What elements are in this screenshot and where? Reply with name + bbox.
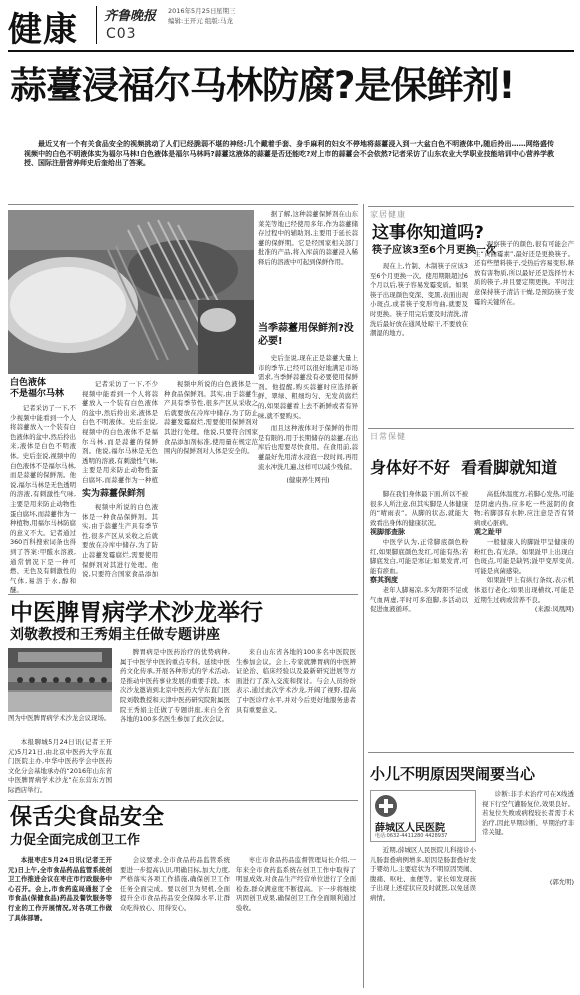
page-number: C03 xyxy=(106,26,137,42)
salon-col2-text: 脾胃病是中医药治疗的优势病种,属于中医学中医的重点专科。延续中医药文化传承,开展各种形式的学术活动,是推动中医药事业发展的重要手段。本次沙龙邀请到北京中医药大学东直门医院刘敬教授和天津中医药研究院附属医院王秀娟主任做了专题讲座,来自全省各地的100多名医生参加了此次会议。 xyxy=(120,648,230,724)
lead-headline: 蒜薹浸福尔马林防腐?是保鲜剂! xyxy=(10,64,515,107)
r1-col2-text: 观察筷子的颜色,很有可能会产生“黄曲霉素”,最好还是更换筷子。还有些塑料筷子,受热后容易变形,释放有害物质,所以最好还是选择竹木质的筷子,并且要定期更换。平时注意保持筷子清洁干燥,是预防筷子发霉的关键所在。 xyxy=(474,240,574,306)
food-col1-text: 本报枣庄5月24日讯(记者王开元)日上午,全市食品药品监管系统创卫工作推进会议在枣庄市行政服务中心召开。会上,市食药监局通报了全市食品(保健食品)药品及餐饮服务等行业的工作开展情况,对各项工作做了具体部署。 xyxy=(8,856,112,922)
food-column-3 xyxy=(236,856,356,988)
issue-date: 2016年5月25日 xyxy=(168,7,217,15)
garlic-scape-photo xyxy=(8,210,254,374)
newspaper-logo: 齐鲁晚报 xyxy=(104,9,157,24)
caption-line-1: 白色液体 xyxy=(10,378,47,388)
lead-deck: 最近又有一个有关食品安全的视频挑动了人们已经脆弱不堪的神经:几个戴着手套、身手麻利的妇女不停地将蒜薹浸入到一大盆白色不明液体中,随后拎出……网络盛传视频中的白色不明液体实为福尔马林!白色液体是福尔马林吗?蒜薹这液体的蒜薹是否还能吃?对上市的蒜薹会不会依然?记者采访了山东农业大学职业技能培训中心营养学教授、国际注册营养师史后奎给出了答案。 xyxy=(24,140,554,167)
salon-top-rule xyxy=(8,594,358,595)
food-column-2 xyxy=(120,856,230,988)
r2-col2-subhead-1: 观之趾甲 xyxy=(474,528,502,537)
lead-col2-text-a: 记者采访了一下,不少视频中能看到一个人将蒜薹放入一个装有白色液体的盆中,然后拎出来,液体是白色不明液体。史后奎说,视频中的白色液体不是福尔马林,而是蒜薹的保鲜剂。他说,福尔马林是无色透明的溶液,有刺激性气味,主要是用来防止动物性蛋白腐坏,而蒜薹作为一种植 xyxy=(82,380,158,484)
lead-col1-text: 记者采访了一下,不少视频中能看到一个人将蒜薹放入一个装有白色液体的盆中,然后拎出来,液体是白色不明液体。史后奎说,视频中的白色液体不是福尔马林,而是蒜薹的保鲜剂。他说,福尔马林是无色透明的溶液,有刺激性气味,主要是用来防止动物性蛋白腐坏,而蒜薹作为一种植物,用福尔马林防腐的意义不大。记者通过360百科搜索词条也得到了答案:甲醛水溶液,通常情况下是一种可燃、无色及有刺激性的气体,易溶于水,醇和醚。 xyxy=(10,404,76,595)
r3-column-1 xyxy=(370,846,476,988)
r2-headline: 身体好不好 看看脚就知道 xyxy=(370,458,558,477)
issue-weekday: 星期三 xyxy=(216,7,236,15)
r1-col1-text: 现在上,竹制、木制筷子应该3至6个月更换一次。使用期限超过6个月以后,筷子容易发霉变质。如果筷子出现颜色变深、变黑,表面出现小斑点,或者筷子变形弯曲,就要及时更换。筷子用完后要及时清洗,清洗后最好放在通风处晾干,不要放在潮湿的地方。 xyxy=(370,262,468,338)
food-col2-text: 会议要求,全市食品药品监管系统要进一步提高认识,明确目标,加大力度,严格落实各项工作措施,确保创卫工作任务全面完成。要以创卫为契机,全面提升全市食品药品安全保障水平,让群众吃得放心、用得安心。 xyxy=(120,856,230,912)
r2-column-2 xyxy=(474,490,574,734)
salon-col3-text: 来自山东省各地的100多名中医院医生参加会议。会上,专家就脾胃病的中医辨证论治、临床经验以及最新研究进展等方面进行了深入交流和探讨。与会人员纷纷表示,通过此次学术沙龙,开阔了视野,提高了中医诊疗水平,并对今后更好地服务患者具有重要意义。 xyxy=(236,648,356,714)
lead-column-4b xyxy=(258,354,358,590)
section-title: 健康 xyxy=(8,10,78,50)
masthead-divider xyxy=(96,6,97,44)
lead-photo xyxy=(8,210,254,374)
r2-col2-p2: 一般健康人的脚趾甲呈健康的粉红色,有光泽。如果趾甲上出现白色斑点,可能是缺钙;趾甲变厚变黄,可能是真菌感染。 xyxy=(474,537,574,575)
food-column-1 xyxy=(8,856,112,988)
r3-byline: (郭允明) xyxy=(549,877,574,886)
r2-col1-p2: 中医学认为,正常脚底颜色粉红,如果脚底颜色发红,可能有热;若脚底发白,可能是寒证;如果发青,可能有瘀血。 xyxy=(370,537,468,575)
hospital-logo-icon xyxy=(375,795,397,817)
hospital-name: 薛城区人民医院 xyxy=(375,823,445,834)
r2-column-1 xyxy=(370,490,468,734)
r3-ad-box xyxy=(370,790,476,842)
r1-subheadline: 筷子应该3至6个月更换一次 xyxy=(372,245,496,256)
r1-top-rule xyxy=(368,206,574,207)
r1-section-label: 家居健康 xyxy=(370,210,406,219)
caption-line-2: 不是福尔马林 xyxy=(10,389,65,399)
lead-top-rule xyxy=(8,204,358,205)
lead-column-2 xyxy=(82,380,158,580)
lead-col4-top-text: 据了解,这种蒜薹保鲜剂在山东莱芜等地已经使用多年,作为蒜薹储存过程中的辅助剂,主要用于延长蒜薹的保鲜期。它是经国家相关部门批准的产品,将入库前的蒜薹浸入稀释后的溶液中可起到保鲜作用。 xyxy=(258,210,358,266)
hospital-phone: 电话:0632-4411280 4428937 xyxy=(375,833,448,839)
lead-col4-mid-text: 史后奎说,现在正是蒜薹大量上市的季节,已经可以很好地满足市场需求,当季鲜蒜薹没有必要使用保鲜剂。他提醒,购买蒜薹时应选择新鲜、翠绿、粗细均匀、无发黄腐烂的,如果蒜薹看上去不新鲜或者有异味,就不要购买。 xyxy=(258,354,358,420)
masthead xyxy=(0,0,580,52)
r2-col1-subhead-1: 视脚部查脉 xyxy=(370,528,405,537)
r3-column-2 xyxy=(482,790,574,988)
salon-column-2 xyxy=(120,648,230,796)
lead-photo-caption xyxy=(10,378,90,400)
lead-byline: (健康养生网刊) xyxy=(286,476,330,485)
food-col3-text: 枣庄市食品药品监督管理局长介绍,一年来全市食药监系统在创卫工作中取得了明显成效,对食品生产经营单位进行了全面检查,群众满意度不断提高。下一步将继续巩固创卫成果,确保创卫工作全面顺利通过验收。 xyxy=(236,856,356,912)
r3-headline: 小儿不明原因哭闹要当心 xyxy=(370,765,536,783)
r1-headline: 这事你知道吗? xyxy=(372,223,484,243)
r3-top-rule xyxy=(368,752,574,753)
food-headline: 保舌尖食品安全 xyxy=(10,805,165,830)
salon-subheadline: 刘敬教授和王秀娟主任做专题讲座 xyxy=(10,627,220,643)
right-column-divider xyxy=(363,204,364,988)
masthead-rule xyxy=(8,50,574,52)
r2-col2-p3: 如果趾甲上有纵行条纹,表示机体退行老化;如果出现横纹,可能是近期生过病或营养不良。 xyxy=(474,576,574,604)
r2-section-label: 日常保健 xyxy=(370,432,406,441)
lead-col3-text: 视频中所说的白色液体是一种食品保鲜剂。其实,由于蒜薹生产具有季节性,很多产区从采收之后就要放在冷库中储存,为了防止蒜薹发霉腐烂,需要使用保鲜剂对其进行处理。他说,只要符合国家食品添加剂标准,使用量在规定范围内的保鲜剂对人体是安全的。 xyxy=(164,380,258,456)
lead-column-4 xyxy=(258,210,358,318)
salon-headline: 中医脾胃病学术沙龙举行 xyxy=(10,600,263,626)
food-top-rule xyxy=(8,800,358,801)
lead-col4-end-text: 而且这种液体对于保鲜的作用是有限的,用于长期储存的蒜薹,在出库后也需要尽快食用。在食用前,蒜薹最好先用清水浸泡一段时间,再用流水冲洗几遍,这样可以减少残留。 xyxy=(258,424,358,471)
r2-byline: (来源:凤凰网) xyxy=(534,605,574,614)
r1-column-2 xyxy=(474,240,574,424)
lead-column-3 xyxy=(164,380,258,580)
r3-col1-text: 近期,薛城区人民医院儿科接诊小儿肠套叠病例增多,原因是肠套叠好发于婴幼儿,主要症状为不明原因哭闹、腹痛、呕吐、血便等。家长如发现孩子出现上述症状应及时就医,以免延误病情。 xyxy=(370,846,476,902)
r3-col2-text: 诊断:非手术治疗可在X线透视下行空气灌肠复位,效果良好。若复位失败或病程较长者需手术治疗,因此早期诊断、早期治疗非常关键。 xyxy=(482,790,574,837)
r2-col2-p1: 高低体温度方,若脚心发热,可能是阴虚内热,应多吃一些滋阴的食物;若脚部有水肿,应注意是否有肾病或心脏病。 xyxy=(474,490,574,527)
salon-column-3 xyxy=(236,648,356,796)
food-subheadline: 力促全面完成创卫工作 xyxy=(10,833,141,848)
r1-column-1 xyxy=(370,262,468,424)
conference-photo xyxy=(8,648,112,712)
editors-line: 编辑:王开元 组版:马龙 xyxy=(168,17,233,25)
salon-column-1 xyxy=(8,738,112,798)
r2-col1-subhead-2: 察其润度 xyxy=(370,576,398,585)
r2-col1-p3: 老年人脚易凉,多为肾阳不足或气血两虚,平时可多泡脚,多活动以促进血液循环。 xyxy=(370,585,468,614)
salon-col1-text: 本报聊城5月24日讯(记者王开元)5月21日,由北京中医药大学东直门医院主办,中华中医药学会中医药文化分会基地承办的“2016年山东省中医脾胃病学术沙龙”在东营东方国际酒店举行。 xyxy=(8,738,112,794)
r2-top-rule xyxy=(368,428,574,429)
lead-col2-text-b: 视频中所说的白色液体是一种食品保鲜剂。其实,由于蒜薹生产具有季节性,很多产区从采收之后就要放在冷库中储存,为了防止蒜薹发霉腐烂,需要使用保鲜剂对其进行处理。他说,只要符合国家食品添加 xyxy=(82,503,158,579)
salon-photo xyxy=(8,648,112,712)
lead-column-1 xyxy=(10,404,76,618)
r2-col1-p1: 脚在我们身体最下面,所以不被很多人所注意,但其实脚是人体健康的“晴雨表”。从脚的状态,就能大致看出身体的健康状况。 xyxy=(370,490,468,527)
lead-col2-subhead: 实为蒜薹保鲜剂 xyxy=(82,489,146,499)
lead-col4-subhead: 当季蒜薹用保鲜剂?没必要! xyxy=(258,323,354,347)
salon-photo-caption: 图为中医脾胃病学术沙龙会议现场。 xyxy=(8,714,111,722)
